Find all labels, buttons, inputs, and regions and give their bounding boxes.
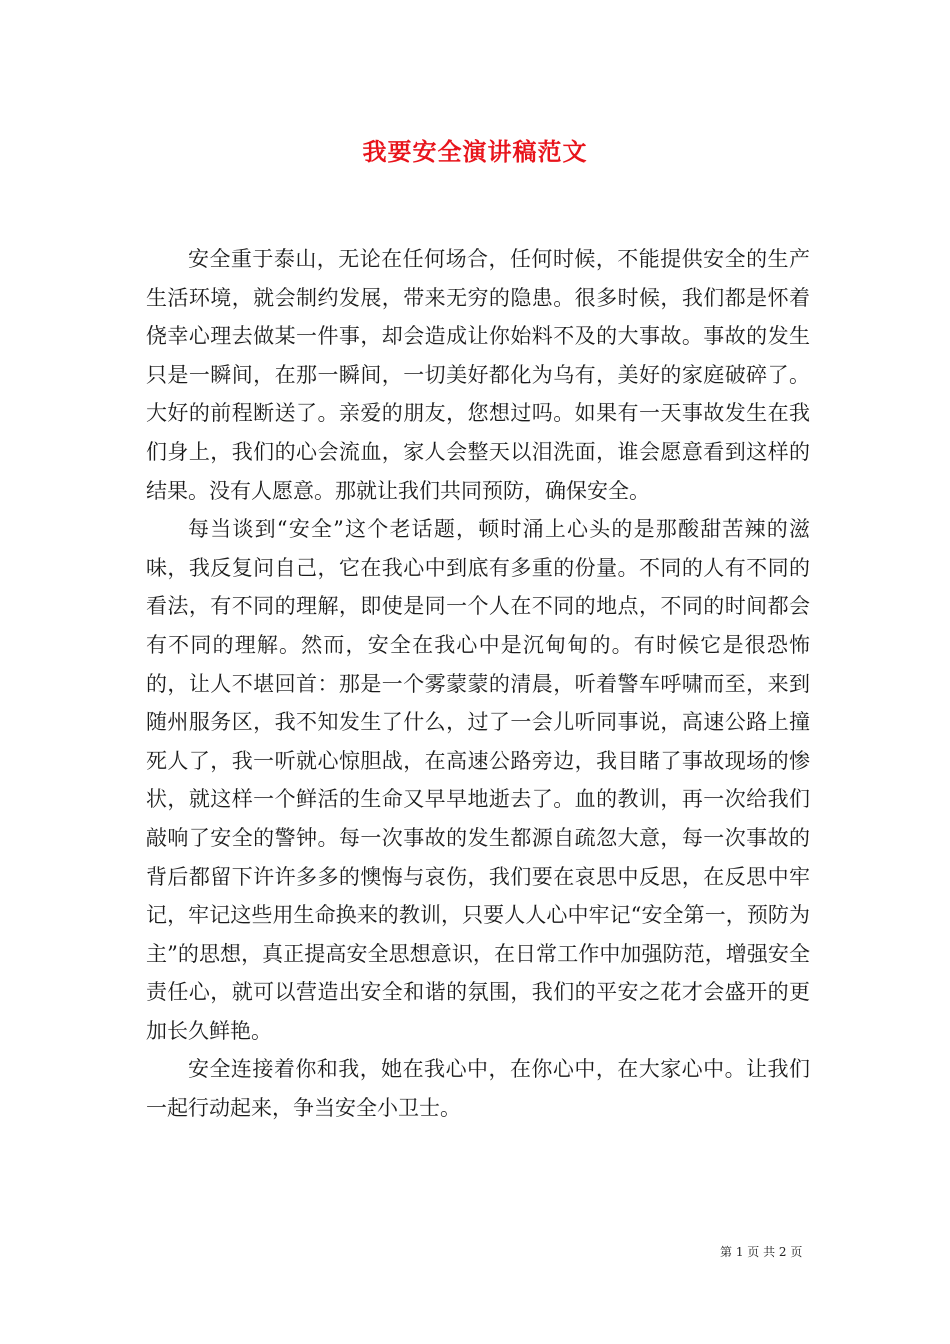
paragraph-1: 安全重于泰山，无论在任何场合，任何时候，不能提供安全的生产生活环境，就会制约发展，带来无穷的隐患。很多时候，我们都是怀着侥幸心理去做某一件事，却会造成让你始料不及的大事故。事故的发生只是一瞬间，在那一瞬间，一切美好都化为乌有，美好的家庭破碎了。大好的前程断送了。亲爱的朋友，您想过吗。如果有一天事故发生在我们身上，我们的心会流血，家人会整天以泪洗面，谁会愿意看到这样的结果。没有人愿意。那就让我们共同预防，确保安全。	[146, 247, 810, 503]
page-number: 第 1 页 共 2 页	[720, 1245, 803, 1259]
paragraph-2: 每当谈到“安全”这个老话题，顿时涌上心头的是那酸甜苦辣的滋味，我反复问自己，它在我心中到底有多重的份量。不同的人有不同的看法，有不同的理解，即使是同一个人在不同的地点，不同的时间都会有不同的理解。然而，安全在我心中是沉甸甸的。有时候它是很恐怖的，让人不堪回首：那是一个雾蒙蒙的清晨，听着警车呼啸而至，来到随州服务区，我不知发生了什么，过了一会儿听同事说，高速公路上撞死人了，我一听就心惊胆战，在高速公路旁边，我目睹了事故现场的惨状，就这样一个鲜活的生命又早早地逝去了。血的教训，再一次给我们敲响了安全的警钟。每一次事故的发生都源自疏忽大意，每一次事故的背后都留下许许多多的懊悔与哀伤，我们要在哀思中反思，在反思中牢记，牢记这些用生命换来的教训，只要人人心中牢记“安全第一，预防为主”的思想，真正提高安全思想意识，在日常工作中加强防范，增强安全责任心，就可以营造出安全和谐的氛围，我们的平安之花才会盛开的更加长久鲜艳。	[146, 517, 810, 1043]
document-title: 我要安全演讲稿范文	[362, 137, 588, 166]
document-body	[146, 240, 810, 1128]
paragraph-3: 安全连接着你和我，她在我心中，在你心中，在大家心中。让我们一起行动起来，争当安全小卫士。	[146, 1057, 810, 1121]
